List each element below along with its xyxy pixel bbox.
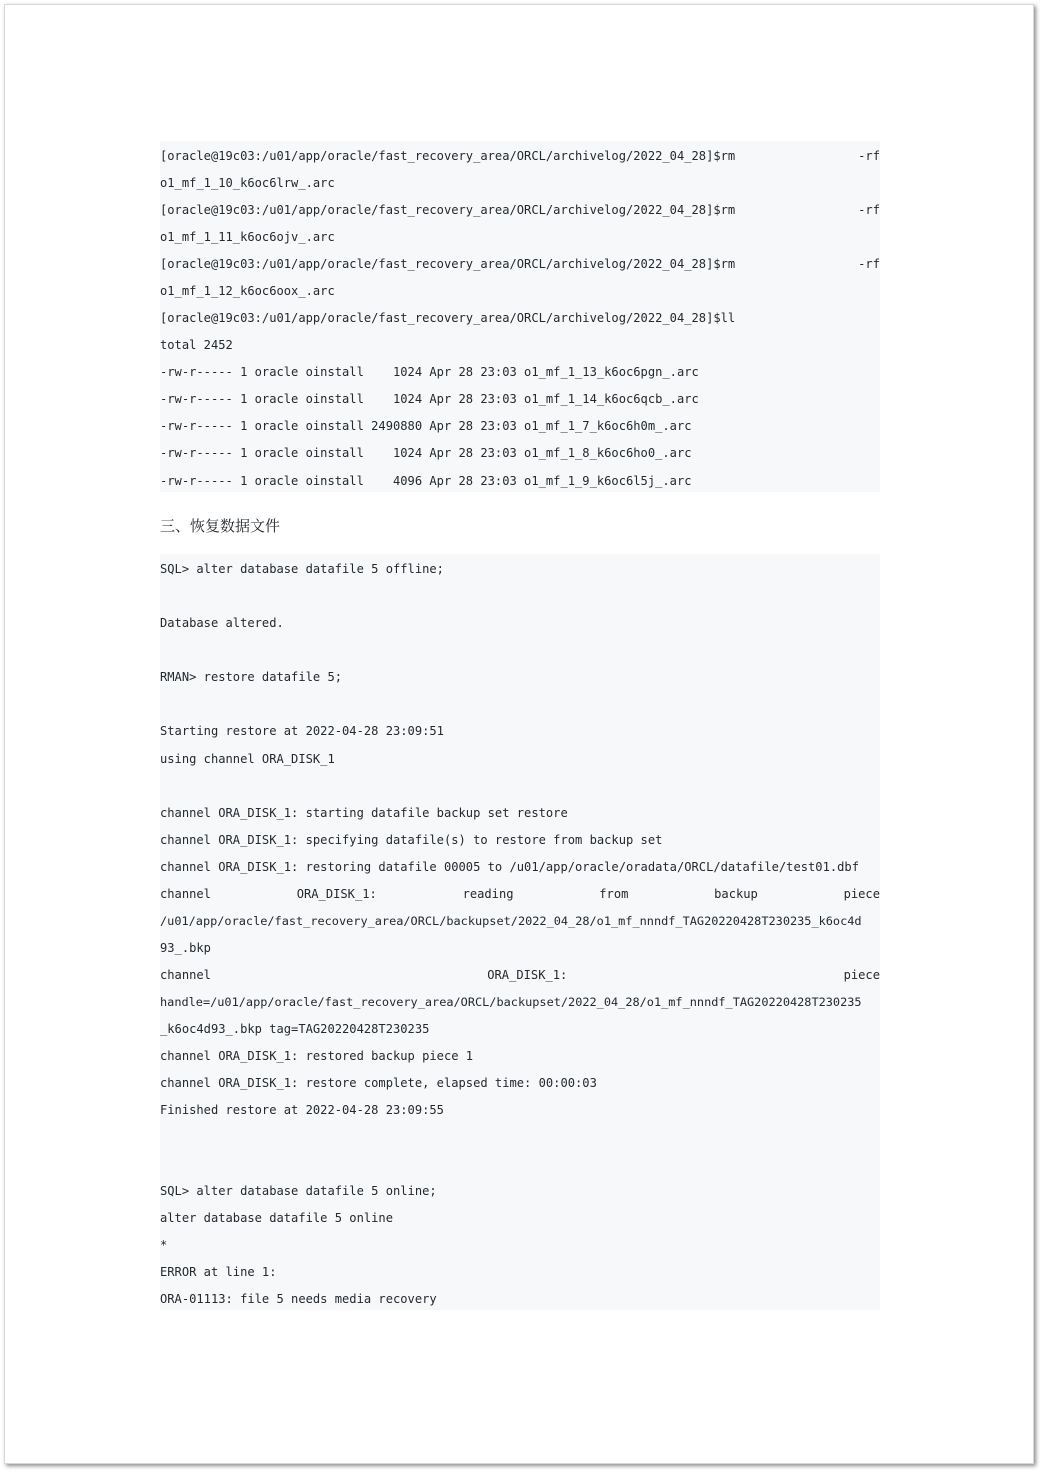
code-line: o1_mf_1_11_k6oc6ojv_.arc: [160, 230, 335, 244]
code-line: RMAN> restore datafile 5;: [160, 670, 343, 684]
code-line: _k6oc4d93_.bkp tag=TAG20220428T230235: [160, 1022, 430, 1036]
section-heading: 三、恢复数据文件: [160, 517, 281, 535]
code-line: [oracle@19c03:/u01/app/oracle/fast_recovery_area/ORCL/archivelog/2022_04_28]$rm -rf: [160, 149, 880, 163]
code-line: channel ORA_DISK_1: restore complete, elapsed time: 00:00:03: [160, 1076, 597, 1090]
code-line: channel ORA_DISK_1: restored backup piece 1: [160, 1049, 474, 1063]
code-line: ERROR at line 1:: [160, 1265, 277, 1279]
code-line: /u01/app/oracle/fast_recovery_area/ORCL/backupset/2022_04_28/o1_mf_nnndf_TAG20220428T230235_k6oc4d: [160, 914, 862, 928]
code-line: -rw-r----- 1 oracle oinstall 1024 Apr 28 23:03 o1_mf_1_13_k6oc6pgn_.arc: [160, 365, 699, 379]
code-line: [oracle@19c03:/u01/app/oracle/fast_recovery_area/ORCL/archivelog/2022_04_28]$ll: [160, 311, 736, 325]
code-line: 93_.bkp: [160, 941, 211, 955]
code-line: SQL> alter database datafile 5 offline;: [160, 562, 444, 576]
code-line: channel ORA_DISK_1: piece: [160, 968, 880, 982]
code-block-restore: [160, 554, 880, 1310]
code-line: using channel ORA_DISK_1: [160, 752, 335, 766]
code-line: o1_mf_1_12_k6oc6oox_.arc: [160, 284, 335, 298]
code-line: [oracle@19c03:/u01/app/oracle/fast_recovery_area/ORCL/archivelog/2022_04_28]$rm -rf: [160, 257, 880, 271]
code-line: -rw-r----- 1 oracle oinstall 1024 Apr 28 23:03 o1_mf_1_14_k6oc6qcb_.arc: [160, 392, 699, 406]
code-line: -rw-r----- 1 oracle oinstall 4096 Apr 28 23:03 o1_mf_1_9_k6oc6l5j_.arc: [160, 474, 692, 488]
code-line: channel ORA_DISK_1: specifying datafile(s) to restore from backup set: [160, 833, 663, 847]
code-line: -rw-r----- 1 oracle oinstall 2490880 Apr 28 23:03 o1_mf_1_7_k6oc6h0m_.arc: [160, 419, 692, 433]
code-line: channel ORA_DISK_1: reading from backup piece: [160, 887, 880, 901]
code-line: total 2452: [160, 338, 233, 352]
code-line: channel ORA_DISK_1: restoring datafile 00005 to /u01/app/oracle/oradata/ORCL/datafile/test01.dbf: [160, 860, 859, 874]
code-line: -rw-r----- 1 oracle oinstall 1024 Apr 28 23:03 o1_mf_1_8_k6oc6ho0_.arc: [160, 446, 692, 460]
code-line: Starting restore at 2022-04-28 23:09:51: [160, 724, 444, 738]
code-line: ORA-01113: file 5 needs media recovery: [160, 1292, 437, 1306]
code-line: o1_mf_1_10_k6oc6lrw_.arc: [160, 176, 335, 190]
code-line: SQL> alter database datafile 5 online;: [160, 1184, 437, 1198]
code-line: channel ORA_DISK_1: starting datafile backup set restore: [160, 806, 568, 820]
code-line: *: [160, 1238, 168, 1252]
code-line: [oracle@19c03:/u01/app/oracle/fast_recovery_area/ORCL/archivelog/2022_04_28]$rm -rf: [160, 203, 880, 217]
code-line: Database altered.: [160, 616, 284, 630]
code-block-archivelog: [160, 141, 880, 492]
code-line: Finished restore at 2022-04-28 23:09:55: [160, 1103, 444, 1117]
code-line: handle=/u01/app/oracle/fast_recovery_area/ORCL/backupset/2022_04_28/o1_mf_nnndf_TAG20220428T230235: [160, 995, 862, 1009]
code-line: alter database datafile 5 online: [160, 1211, 393, 1225]
